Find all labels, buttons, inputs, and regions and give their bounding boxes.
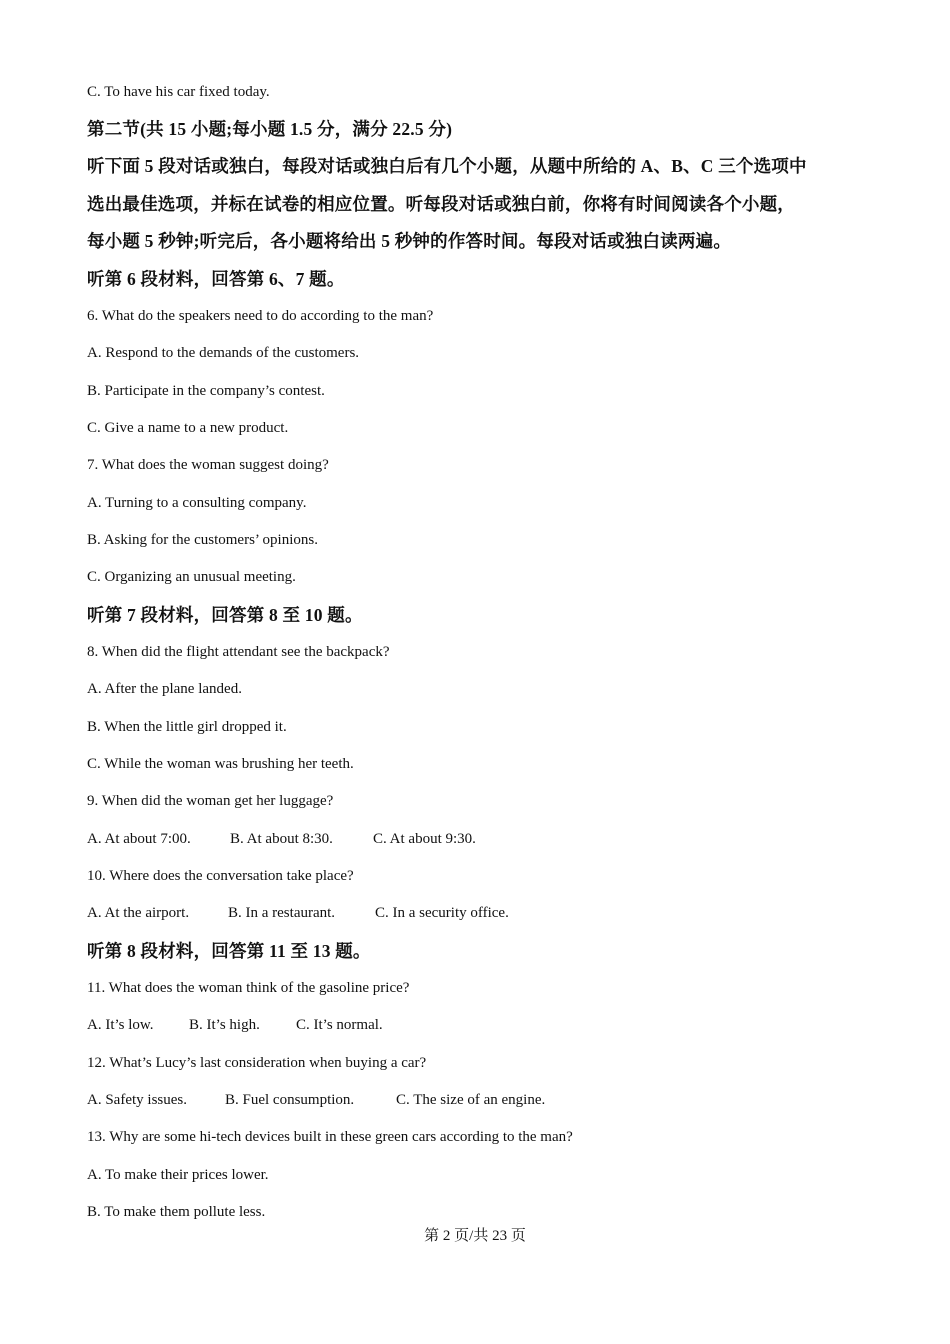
question-10-option-c: C. In a security office. xyxy=(375,905,509,921)
instructions-line-2: 选出最佳选项，并标在试卷的相应位置。听每段对话或独白前，你将有时间阅读各个小题， xyxy=(87,194,795,214)
question-12-options xyxy=(87,1090,545,1110)
question-12: 12. What’s Lucy’s last consideration when buying a car? xyxy=(87,1055,427,1071)
question-11: 11. What does the woman think of the gasoline price? xyxy=(87,980,410,996)
question-12-option-a: A. Safety issues. xyxy=(87,1092,187,1108)
question-7-option-c: C. Organizing an unusual meeting. xyxy=(87,569,296,585)
material-7-heading: 听第 7 段材料，回答第 8 至 10 题。 xyxy=(87,605,363,625)
material-8-heading: 听第 8 段材料，回答第 11 至 13 题。 xyxy=(87,941,371,961)
option-c-previous: C. To have his car fixed today. xyxy=(87,84,270,100)
question-9-option-a: A. At about 7:00. xyxy=(87,831,191,847)
page-footer: 第 2 页/共 23 页 xyxy=(424,1228,526,1244)
question-11-option-c: C. It’s normal. xyxy=(296,1017,383,1033)
question-6-option-a: A. Respond to the demands of the customers. xyxy=(87,345,360,361)
question-9-option-c: C. At about 9:30. xyxy=(373,831,476,847)
section-heading: 第二节(共 15 小题;每小题 1.5 分，满分 22.5 分) xyxy=(87,119,453,139)
question-13-option-a: A. To make their prices lower. xyxy=(87,1167,269,1183)
question-8-option-a: A. After the plane landed. xyxy=(87,681,242,697)
instructions-line-3: 每小题 5 秒钟;听完后，各小题将给出 5 秒钟的作答时间。每段对话或独白读两遍。 xyxy=(87,231,732,251)
question-10-options xyxy=(87,903,509,923)
question-6-option-b: B. Participate in the company’s contest. xyxy=(87,383,325,399)
question-12-option-b: B. Fuel consumption. xyxy=(225,1092,355,1108)
question-10-option-b: B. In a restaurant. xyxy=(228,905,336,921)
question-8-option-c: C. While the woman was brushing her teeth. xyxy=(87,756,354,772)
question-13-option-b: B. To make them pollute less. xyxy=(87,1204,266,1220)
question-9-options xyxy=(87,829,476,849)
question-12-option-c: C. The size of an engine. xyxy=(396,1092,546,1108)
question-7: 7. What does the woman suggest doing? xyxy=(87,457,329,473)
question-11-options xyxy=(87,1015,383,1035)
question-9-option-b: B. At about 8:30. xyxy=(230,831,333,847)
material-6-heading: 听第 6 段材料，回答第 6、7 题。 xyxy=(87,269,345,289)
question-13: 13. Why are some hi-tech devices built in these green cars according to the man? xyxy=(87,1129,573,1145)
question-9: 9. When did the woman get her luggage? xyxy=(87,793,334,809)
question-11-option-a: A. It’s low. xyxy=(87,1017,154,1033)
instructions-line-1: 听下面 5 段对话或独白，每段对话或独白后有几个小题，从题中所给的 A、B、C 三个选项中 xyxy=(87,156,807,176)
question-10-option-a: A. At the airport. xyxy=(87,905,190,921)
question-6-option-c: C. Give a name to a new product. xyxy=(87,420,289,436)
question-7-option-b: B. Asking for the customers’ opinions. xyxy=(87,532,318,548)
question-10: 10. Where does the conversation take place? xyxy=(87,868,354,884)
question-8-option-b: B. When the little girl dropped it. xyxy=(87,719,287,735)
question-6: 6. What do the speakers need to do according to the man? xyxy=(87,308,434,324)
question-11-option-b: B. It’s high. xyxy=(189,1017,260,1033)
question-8: 8. When did the flight attendant see the backpack? xyxy=(87,644,390,660)
question-7-option-a: A. Turning to a consulting company. xyxy=(87,495,307,511)
